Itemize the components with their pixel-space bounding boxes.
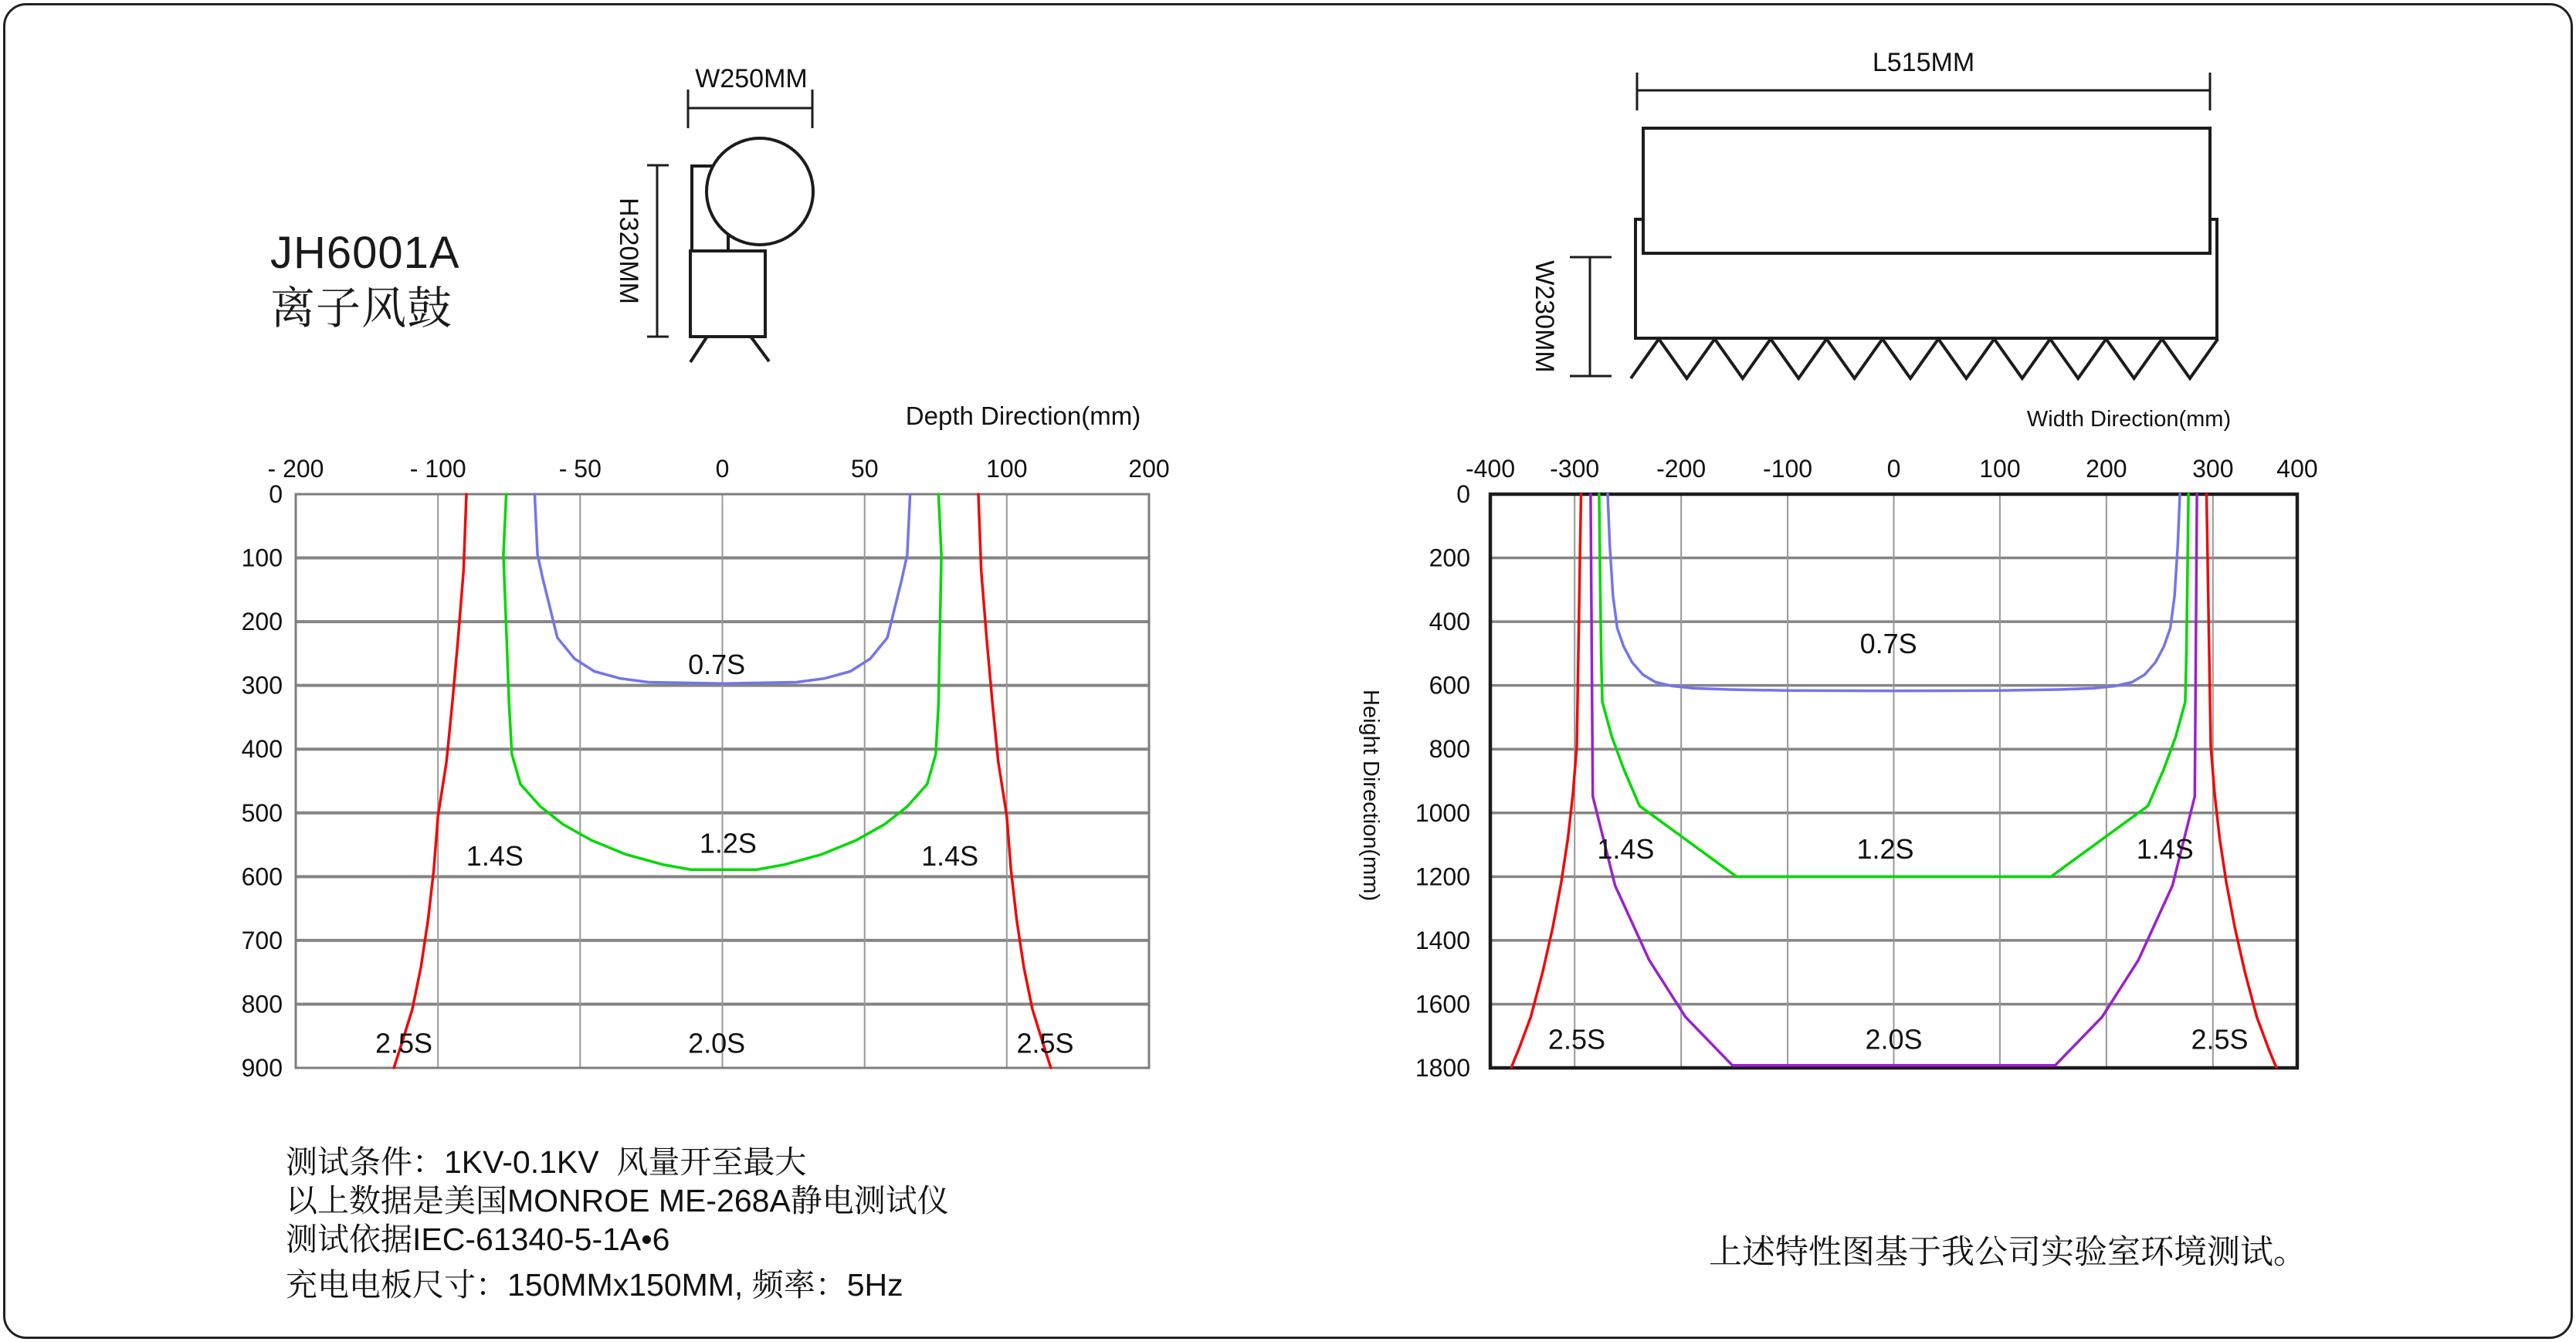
x-tick-label--100: - 100 xyxy=(409,455,466,483)
contour-label-1.4S-1: 1.4S xyxy=(1597,833,1655,866)
top-length-dim-label: L515MM xyxy=(1872,48,1975,77)
y-axis-title: Height Direction(mm) xyxy=(1358,690,1383,901)
fan-body-outline xyxy=(690,251,765,337)
x-tick-label-200: 200 xyxy=(1128,455,1170,483)
fan-leg-right xyxy=(751,337,769,361)
y-tick-label-900: 900 xyxy=(241,1054,283,1082)
y-tick-label-200: 200 xyxy=(241,608,283,636)
test-plate-line: 充电电板尺寸：150MMx150MM, 频率：5Hz xyxy=(286,1267,903,1303)
contour-label-2.5S-4: 2.5S xyxy=(375,1027,433,1059)
x-tick-label--400: -400 xyxy=(1465,455,1516,483)
contour-label-2.0S-5: 2.0S xyxy=(1865,1023,1923,1056)
x-axis-title: Width Direction(mm) xyxy=(2026,407,2232,432)
contour-curve-2.5S-right xyxy=(978,494,1051,1068)
y-tick-label-800: 800 xyxy=(241,990,283,1018)
y-tick-label-800: 800 xyxy=(1429,735,1470,764)
y-tick-label-700: 700 xyxy=(241,926,283,954)
test-conditions-block xyxy=(286,1143,949,1304)
y-tick-label-1600: 1600 xyxy=(1415,990,1470,1018)
y-tick-label-400: 400 xyxy=(1429,608,1470,636)
contour-label-0.7S-0: 0.7S xyxy=(1859,628,1917,660)
front-height-dim-label: H320MM xyxy=(614,198,644,304)
y-tick-label-200: 200 xyxy=(1429,544,1470,572)
y-tick-label-600: 600 xyxy=(241,862,283,891)
y-tick-label-1200: 1200 xyxy=(1415,862,1470,891)
y-tick-label-1400: 1400 xyxy=(1415,926,1470,954)
y-tick-label-400: 400 xyxy=(241,735,283,764)
x-tick-label-300: 300 xyxy=(2192,455,2234,483)
y-tick-label-600: 600 xyxy=(1429,671,1470,700)
housing-front-outline xyxy=(1643,128,2210,253)
y-tick-label-100: 100 xyxy=(241,544,283,572)
x-tick-label-50: 50 xyxy=(850,455,879,483)
contour-label-1.4S-3: 1.4S xyxy=(921,839,979,872)
x-tick-label-0: 0 xyxy=(715,455,730,483)
x-tick-label--300: -300 xyxy=(1550,455,1600,483)
fan-head-circle xyxy=(707,138,813,245)
contour-label-2.0S-5: 2.0S xyxy=(688,1027,746,1059)
x-tick-label-100: 100 xyxy=(986,455,1028,483)
contour-label-2.5S-4: 2.5S xyxy=(1547,1023,1605,1056)
x-tick-label--50: - 50 xyxy=(558,455,602,483)
top-width-dim-label: W230MM xyxy=(1530,260,1560,373)
x-axis-title: Depth Direction(mm) xyxy=(905,402,1141,430)
x-tick-label-400: 400 xyxy=(2276,455,2318,483)
test-standard-line: 测试依据IEC-61340-5-1A•6 xyxy=(286,1222,670,1257)
test-conditions-line: 测试条件：1KV-0.1KV 风量开至最大 xyxy=(286,1144,807,1180)
top-view-diagram xyxy=(1513,39,2317,402)
contour-curve-2.5S-right xyxy=(2207,494,2276,1067)
x-tick-label-0: 0 xyxy=(1886,455,1901,483)
contour-label-1.4S-3: 1.4S xyxy=(2136,833,2194,866)
product-title xyxy=(270,225,460,337)
airflow-zigzag xyxy=(1631,339,2218,378)
product-model: JH6001A xyxy=(270,228,460,278)
contour-label-1.2S-2: 1.2S xyxy=(1856,833,1914,866)
y-tick-label-0: 0 xyxy=(1456,480,1470,508)
y-tick-label-1800: 1800 xyxy=(1415,1054,1470,1082)
lab-environment-note: 上述特性图基于我公司实验室环境测试。 xyxy=(1709,1234,2307,1271)
front-view-diagram xyxy=(610,46,865,402)
y-tick-label-0: 0 xyxy=(269,480,283,508)
y-tick-label-500: 500 xyxy=(241,798,283,827)
y-tick-label-1000: 1000 xyxy=(1415,798,1470,827)
contour-label-2.5S-6: 2.5S xyxy=(1016,1027,1074,1059)
contour-curve-2.5S-left xyxy=(394,494,466,1068)
contour-curve-2.5S-left xyxy=(1511,494,1581,1067)
fan-leg-left xyxy=(690,337,707,362)
width-direction-chart xyxy=(1313,386,2355,1104)
x-tick-label--100: -100 xyxy=(1763,455,1813,483)
x-tick-label-100: 100 xyxy=(1979,455,2021,483)
product-name: 离子风鼓 xyxy=(270,283,453,334)
contour-label-0.7S-0: 0.7S xyxy=(688,649,746,681)
test-instrument-line: 以上数据是美国MONROE ME-268A静电测试仪 xyxy=(286,1183,949,1218)
x-tick-label--200: - 200 xyxy=(267,455,324,483)
x-tick-label--200: -200 xyxy=(1656,455,1707,483)
contour-label-1.2S-1: 1.2S xyxy=(699,827,757,859)
contour-label-1.4S-2: 1.4S xyxy=(466,839,524,872)
x-tick-label-200: 200 xyxy=(2086,455,2127,483)
contour-label-2.5S-6: 2.5S xyxy=(2191,1023,2249,1056)
y-tick-label-300: 300 xyxy=(241,671,283,700)
front-width-dim-label: W250MM xyxy=(695,64,808,93)
depth-direction-chart xyxy=(232,386,1197,1104)
